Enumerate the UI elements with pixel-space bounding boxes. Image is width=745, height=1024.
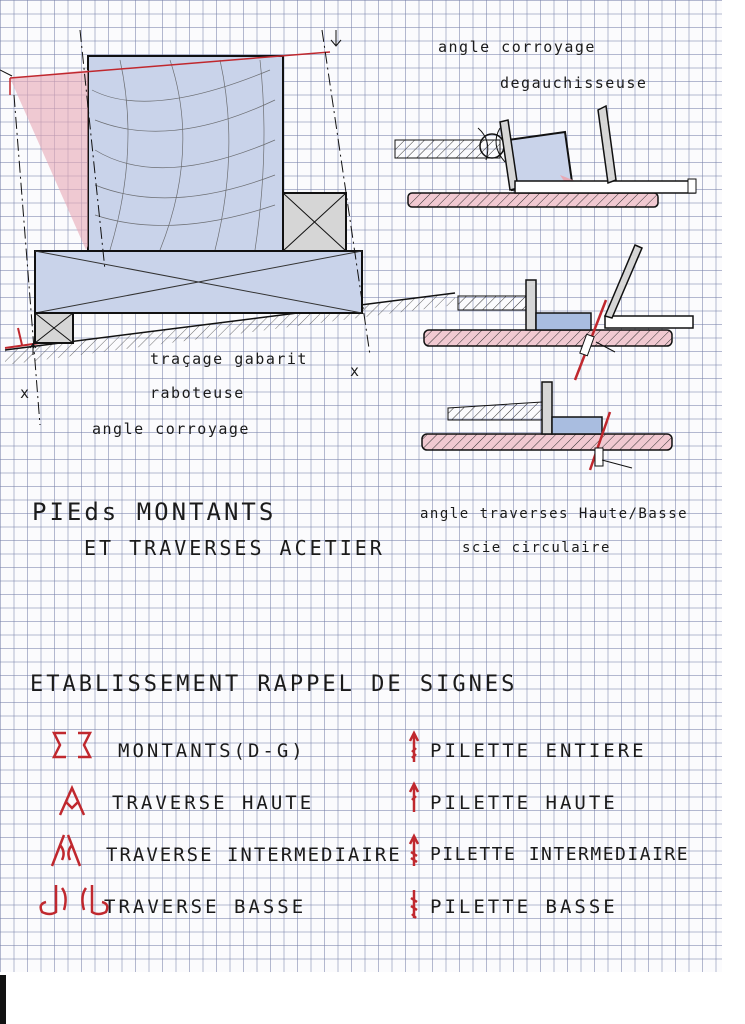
annotation-top-right-1: angle corroyage: [438, 38, 596, 56]
label-angle-corroyage: angle corroyage: [92, 420, 250, 438]
axis-mark-left: x: [20, 384, 31, 402]
saw-drawing-2: [422, 382, 672, 470]
jointer-drawing: [395, 106, 696, 207]
label-raboteuse: raboteuse: [150, 384, 245, 402]
label-angle-traverses: angle traverses Haute/Basse: [420, 506, 689, 522]
pilette-intermediaire-sign-icon: [410, 836, 418, 866]
label-scie-circulaire: scie circulaire: [462, 540, 611, 556]
label-tracage: traçage gabarit: [150, 350, 308, 368]
legend-left-2: TRAVERSE HAUTE: [112, 792, 315, 814]
traverse-haute-sign-icon: [60, 788, 84, 815]
legend-left-4: TRAVERSE BASSE: [104, 896, 307, 918]
legend-left-3: TRAVERSE INTERMEDIAIRE: [106, 844, 402, 866]
pilette-entiere-sign-icon: [410, 733, 418, 762]
legend-right-2: PILETTE HAUTE: [430, 792, 618, 814]
traverse-basse-sign-icon: [41, 885, 108, 914]
heading-line-1: PIEds MONTANTS: [32, 498, 277, 526]
legend-title: ETABLISSEMENT RAPPEL DE SIGNES: [30, 672, 518, 697]
legend-right-3: PILETTE INTERMEDIAIRE: [430, 844, 690, 865]
saw-drawing-1: [424, 245, 693, 380]
pilette-haute-sign-icon: [410, 784, 418, 812]
annotation-top-right-2: degauchisseuse: [500, 74, 648, 92]
pilette-basse-sign-icon: [411, 890, 417, 918]
heading-line-2: ET TRAVERSES ACETIER: [84, 536, 385, 560]
montants-sign-icon: [54, 733, 90, 757]
legend-left-1: MONTANTS(D-G): [118, 740, 306, 762]
traverse-intermediaire-sign-icon: [52, 835, 80, 866]
axis-mark-right: x: [350, 362, 361, 380]
legend-right-4: PILETTE BASSE: [430, 896, 618, 918]
legend-right-1: PILETTE ENTIERE: [430, 740, 647, 762]
